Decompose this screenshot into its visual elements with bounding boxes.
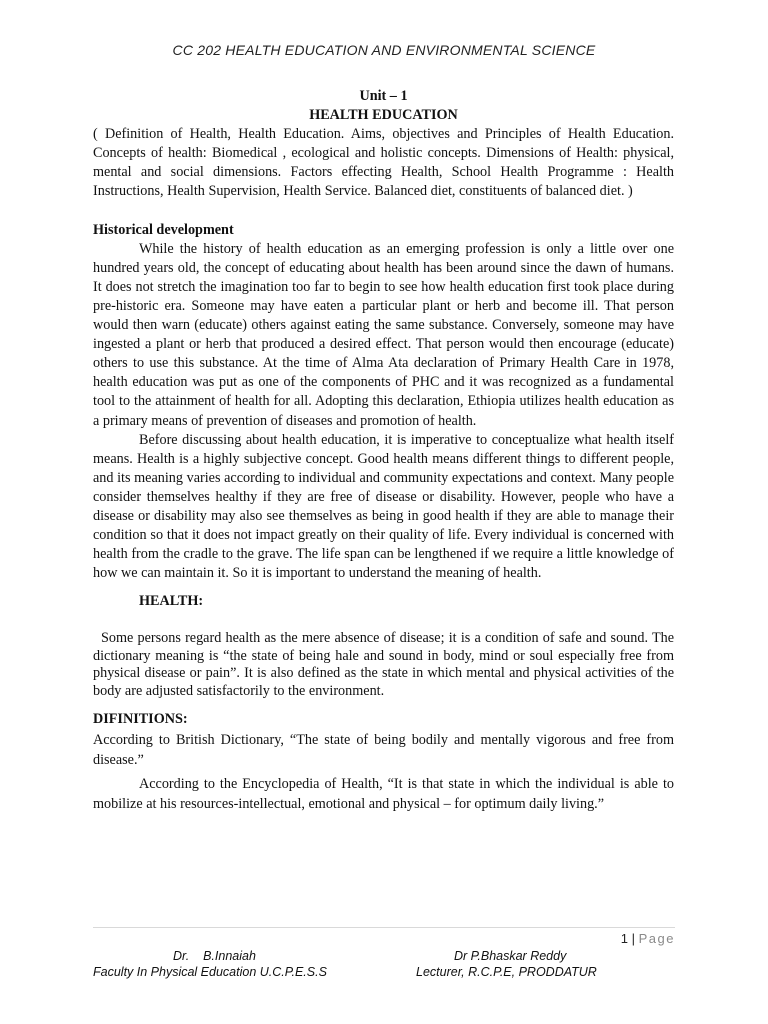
footer-author-left — [93, 948, 327, 980]
author-left-role: Faculty In Physical Education U.C.P.E.S.S — [93, 965, 327, 979]
page-number — [621, 931, 675, 946]
health-heading: HEALTH: — [139, 593, 204, 610]
historical-paragraph-2: Before discussing about health education, it is imperative to conceptualize what health itself means. Health is a highly subjective concept. Good health means different things to different people, and its meaning varies according to individual and community expectations and context. Many people consider themselves healthy if they are free of disease or disability. However, people who have a disease or disability may also see themselves as being in good health if they are able to manage their condition so that it does not impact greatly on their quality of life. Every individual is concerned with health from the cradle to the grave. The life span can be lengthened if we require a little knowledge of how we can maintain it. So it is important to understand the meaning of health. — [93, 431, 674, 582]
author-left-name: Dr. B.Innaiah — [173, 949, 256, 963]
historical-heading: Historical development — [93, 221, 234, 238]
definitions-heading: DIFINITIONS: — [93, 711, 188, 728]
unit-label: Unit – 1 — [359, 88, 408, 104]
page-number-value: 1 — [620, 931, 629, 946]
unit-title: HEALTH EDUCATION — [309, 107, 458, 124]
document-body — [93, 87, 674, 815]
definition-2: According to the Encyclopedia of Health, “It is that state in which the individual is able to mobilize at his resources-intellectual, emotional and physical – for optimum daily living.” — [93, 775, 674, 813]
footer-author-right — [416, 948, 597, 980]
page-separator: | — [628, 931, 639, 946]
syllabus-text: ( Definition of Health, Health Education. Aims, objectives and Principles of Health Education. Concepts of health: Biomedical , ecological and holistic concepts. Dimensions of Health: physical, mental and social dimensions. Factors effecting Health, School Health Programme : Health Instructions, Health Supervision, Health Service. Balanced diet, constituents of balanced diet. ) — [93, 126, 674, 200]
definition-1: According to British Dictionary, “The state of being bodily and mentally vigorous and free from disease.” — [93, 731, 674, 769]
page-word: Page — [638, 931, 675, 946]
author-right-role: Lecturer, R.C.P.E, PRODDATUR — [416, 965, 597, 979]
course-header: CC 202 HEALTH EDUCATION AND ENVIRONMENTAL SCIENCE — [172, 42, 596, 58]
health-paragraph: Some persons regard health as the mere absence of disease; it is a condition of safe and sound. The dictionary meaning is “the state of being hale and sound in body, mind or soul especially free from physical disease or pain”. It is also defined as the state in which mental and physical activities of the body are adjusted satisfactorily to the environment. — [93, 630, 674, 699]
footer-divider — [93, 927, 675, 928]
historical-paragraph-1: While the history of health education as an emerging profession is only a little over one hundred years old, the concept of educating about health has been around since the dawn of humans. It does not stretch the imagination too far to begin to see how health education first took place during pre-historic era. Someone may have eaten a particular plant or herb and become ill. That person would then warn (educate) others against eating the same substance. Conversely, someone may have ingested a plant or herb that produced a desired effect. That person would then encourage (educate) others to use this substance. At the time of Alma Ata declaration of Primary Health Care in 1978, health education was put as one of the components of PHC and it was recognized as a fundamental tool to the attainment of health for all. Adopting this declaration, Ethiopia utilizes health education as a primary means of prevention of diseases and promotion of health. — [93, 240, 674, 429]
author-right-name: Dr P.Bhaskar Reddy — [454, 949, 567, 963]
